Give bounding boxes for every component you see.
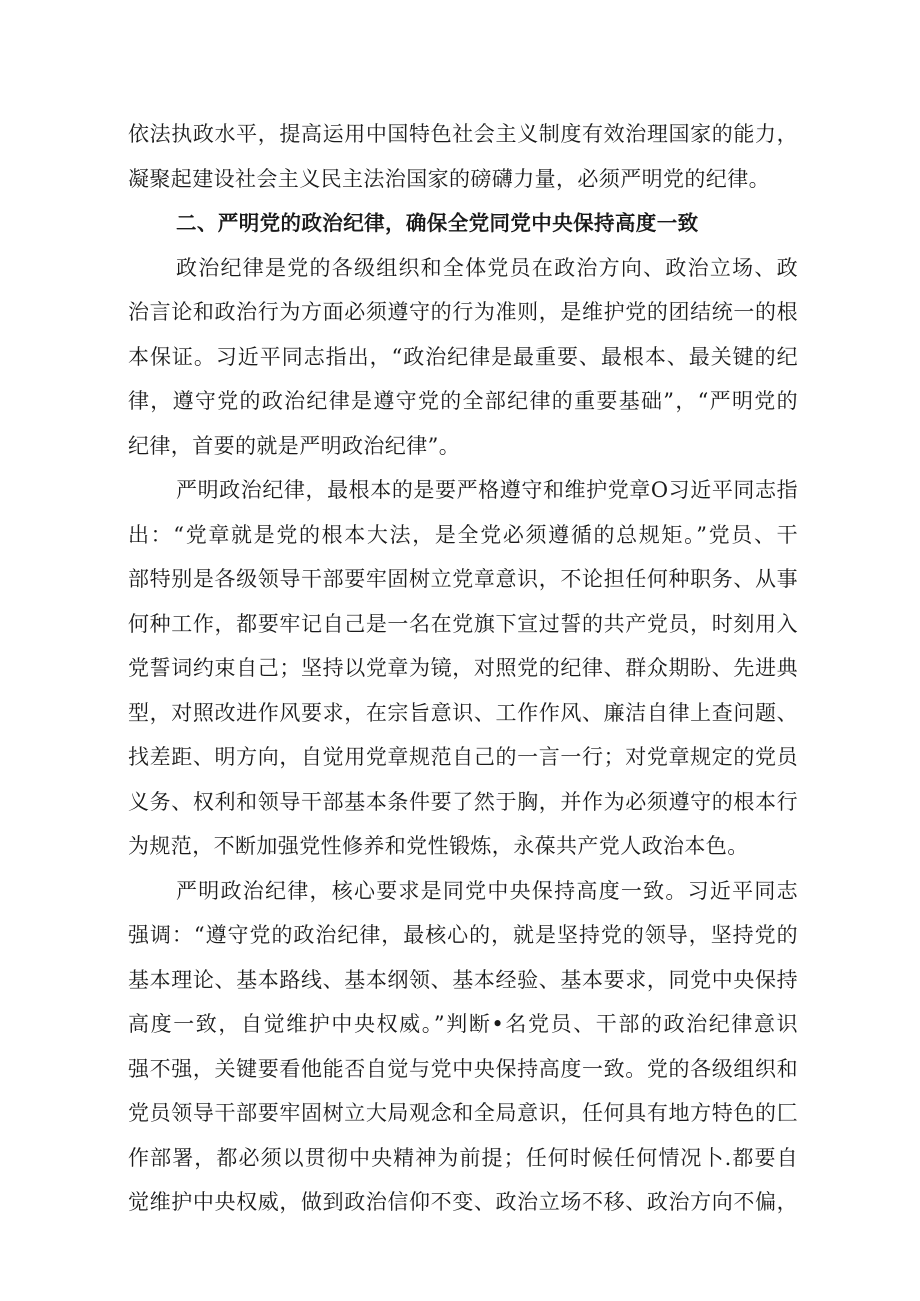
paragraph-line: 为规范，不断加强党性修养和党性锻炼，永葆共产党人政治本色。 (128, 834, 749, 858)
paragraph-line: 严明政治纪律，核心要求是同党中央保持高度一致。习近平同志 (176, 878, 798, 903)
paragraph-line: 强调：“遵守党的政治纪律，最核心的，就是坚持党的领导，坚持党的 (128, 923, 798, 947)
paragraph-line: 部特别是各级领导干部要牢固树立党章意识，不论担任何种职务、从事 (128, 567, 798, 591)
paragraph-line: 严明政治纪律，最根本的是要严格遵守和维护党章O习近平同志指 (176, 478, 798, 502)
paragraph-line: 高度一致，自觉维护中央权威。”判断•名党员、干部的政治纪律意识 (128, 1012, 798, 1036)
paragraph-line: 律，遵守党的政治纪律是遵守党的全部纪律的重要基础”，“严明党的 (128, 389, 798, 413)
section-heading: 二、严明党的政治纪律，确保全党同党中央保持高度一致 (176, 211, 699, 235)
paragraph-line: 党誓词约束自己；坚持以党章为镜，对照党的纪律、群众期盼、先进典 (128, 656, 798, 680)
paragraph-line: 作部署，都必须以贯彻中央精神为前提；任何时候任何情况卜.都要自 (128, 1145, 798, 1170)
paragraph-line: 本保证。习近平同志指出，“政治纪律是最重要、最根本、最关键的纪 (128, 344, 798, 369)
paragraph-line: 找差距、明方向，自觉用党章规范自己的一言一行；对党章规定的党员 (128, 745, 798, 769)
paragraph-line: 觉维护中央权威，做到政治信仰不变、政治立场不移、政治方向不偏， (128, 1190, 798, 1214)
paragraph-line: 依法执政水平，提高运用中国特色社会主义制度有效治理国家的能力， (128, 122, 798, 146)
paragraph-line: 政治纪律是党的各级组织和全体党员在政治方向、政治立场、政 (176, 255, 798, 280)
paragraph-line: 何种工作，都要牢记自己是一名在党旗下宣过誓的共产党员，时刻用入 (128, 611, 798, 636)
paragraph-line: 出：“党章就是党的根本大法，是全党必须遵循的总规矩。”党员、干 (128, 522, 798, 547)
paragraph-line: 治言论和政治行为方面必须遵守的行为准则，是维护党的团结统一的根 (128, 300, 798, 324)
paragraph-line: 强不强，关键要看他能否自觉与党中央保持高度一致。党的各级组织和 (128, 1056, 798, 1081)
paragraph-line: 型，对照改进作风要求，在宗旨意识、工作作风、廉洁自律上查问题、 (128, 700, 798, 725)
paragraph-line: 党员领导干部要牢固树立大局观念和全局意识，任何具有地方特色的匚 (128, 1101, 798, 1125)
paragraph-line: 凝聚起建设社会主义民主法治国家的磅礴力量，必须严明党的纪律。 (128, 166, 770, 191)
paragraph-line: 纪律，首要的就是严明政治纪律”。 (128, 433, 461, 458)
paragraph-line: 基本理论、基本路线、基本纲领、基本经验、基本要求，同党中央保持 (128, 967, 798, 992)
document-body (128, 112, 798, 1225)
paragraph-line: 义务、权利和领导干部基本条件要了然于胸，并作为必须遵守的根本行 (128, 789, 798, 814)
